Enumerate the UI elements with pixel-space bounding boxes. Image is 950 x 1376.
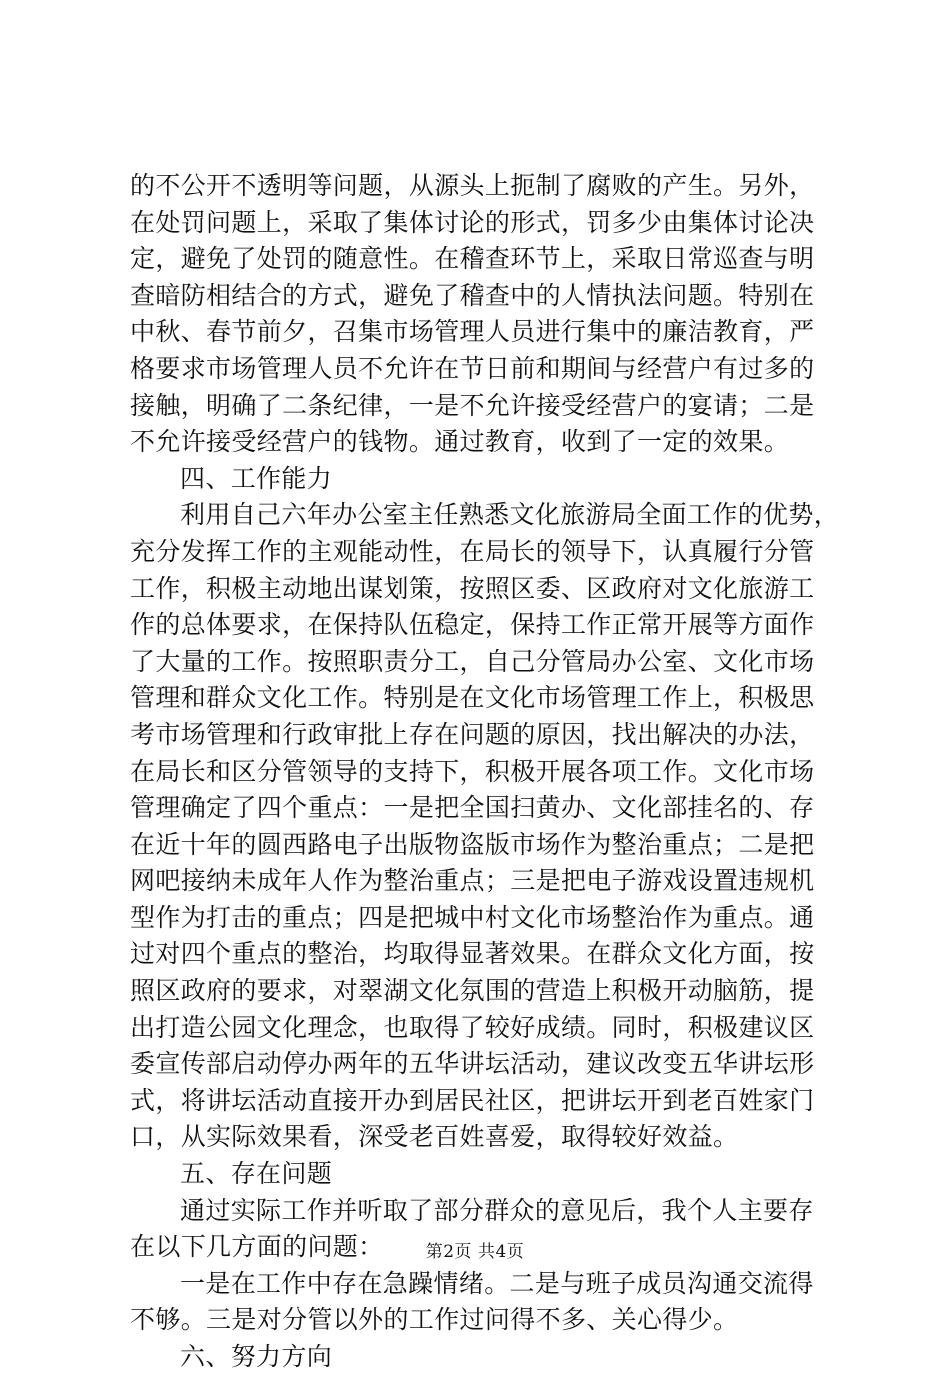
page-footer: 第2页 共4页 xyxy=(425,1242,525,1262)
text-line: 不允许接受经营户的钱物。通过教育，收到了一定的效果。 xyxy=(130,427,790,457)
text-line: 一是在工作中存在急躁情绪。二是与班子成员沟通交流得 xyxy=(180,1268,814,1298)
section-heading: 六、努力方向 xyxy=(180,1342,333,1371)
text-line: 定，避免了处罚的随意性。在稽查环节上，采取日常巡查与明 xyxy=(130,244,815,274)
text-line: 网吧接纳未成年人作为整治重点；三是把电子游戏设置违规机 xyxy=(130,866,815,896)
section-heading: 五、存在问题 xyxy=(180,1159,333,1189)
text-line: 不够。三是对分管以外的工作过问得不多、关心得少。 xyxy=(130,1305,739,1335)
text-line: 作的总体要求，在保持队伍稳定，保持工作正常开展等方面作 xyxy=(130,610,815,640)
text-line: 照区政府的要求，对翠湖文化氛围的营造上积极开动脑筋，提 xyxy=(130,976,815,1006)
text-line: 式，将讲坛活动直接开办到居民社区，把讲坛开到老百姓家门 xyxy=(130,1085,815,1115)
text-line: 接触，明确了二条纪律，一是不允许接受经营户的宴请；二是 xyxy=(130,390,815,420)
text-line: 通过实际工作并听取了部分群众的意见后，我个人主要存 xyxy=(180,1195,814,1225)
text-line: 工作，积极主动地出谋划策，按照区委、区政府对文化旅游工 xyxy=(130,573,815,603)
text-line: 在以下几方面的问题： xyxy=(130,1232,384,1262)
text-line: 过对四个重点的整治，均取得显著效果。在群众文化方面，按 xyxy=(130,939,815,969)
text-line: 在局长和区分管领导的支持下，积极开展各项工作。文化市场 xyxy=(130,756,815,786)
text-line: 型作为打击的重点；四是把城中村文化市场整治作为重点。通 xyxy=(130,902,815,932)
text-line: 利用自己六年办公室主任熟悉文化旅游局全面工作的优势， xyxy=(180,500,840,530)
text-line: 管理和群众文化工作。特别是在文化市场管理工作上，积极思 xyxy=(130,683,815,713)
text-line: 考市场管理和行政审批上存在问题的原因，找出解决的办法， xyxy=(130,719,815,749)
text-line: 格要求市场管理人员不允许在节日前和期间与经营户有过多的 xyxy=(130,353,815,383)
text-line: 查暗防相结合的方式，避免了稽查中的人情执法问题。特别在 xyxy=(130,280,815,310)
text-line: 了大量的工作。按照职责分工，自己分管局办公室、文化市场 xyxy=(130,646,815,676)
section-heading: 四、工作能力 xyxy=(180,463,333,493)
text-line: 充分发挥工作的主观能动性，在局长的领导下，认真履行分管 xyxy=(130,536,815,566)
text-line: 在处罚问题上，采取了集体讨论的形式，罚多少由集体讨论决 xyxy=(130,207,815,237)
text-line: 出打造公园文化理念，也取得了较好成绩。同时，积极建议区 xyxy=(130,1012,815,1042)
document-body xyxy=(130,168,840,1376)
text-line: 委宣传部启动停办两年的五华讲坛活动，建议改变五华讲坛形 xyxy=(130,1049,815,1079)
text-line: 口，从实际效果看，深受老百姓喜爱，取得较好效益。 xyxy=(130,1122,739,1152)
text-line: 管理确定了四个重点：一是把全国扫黄办、文化部挂名的、存 xyxy=(130,793,815,823)
text-line: 在近十年的圆西路电子出版物盗版市场作为整治重点；二是把 xyxy=(130,829,815,859)
text-line: 中秋、春节前夕，召集市场管理人员进行集中的廉洁教育，严 xyxy=(130,317,815,347)
text-line: 的不公开不透明等问题，从源头上扼制了腐败的产生。另外， xyxy=(130,171,815,200)
